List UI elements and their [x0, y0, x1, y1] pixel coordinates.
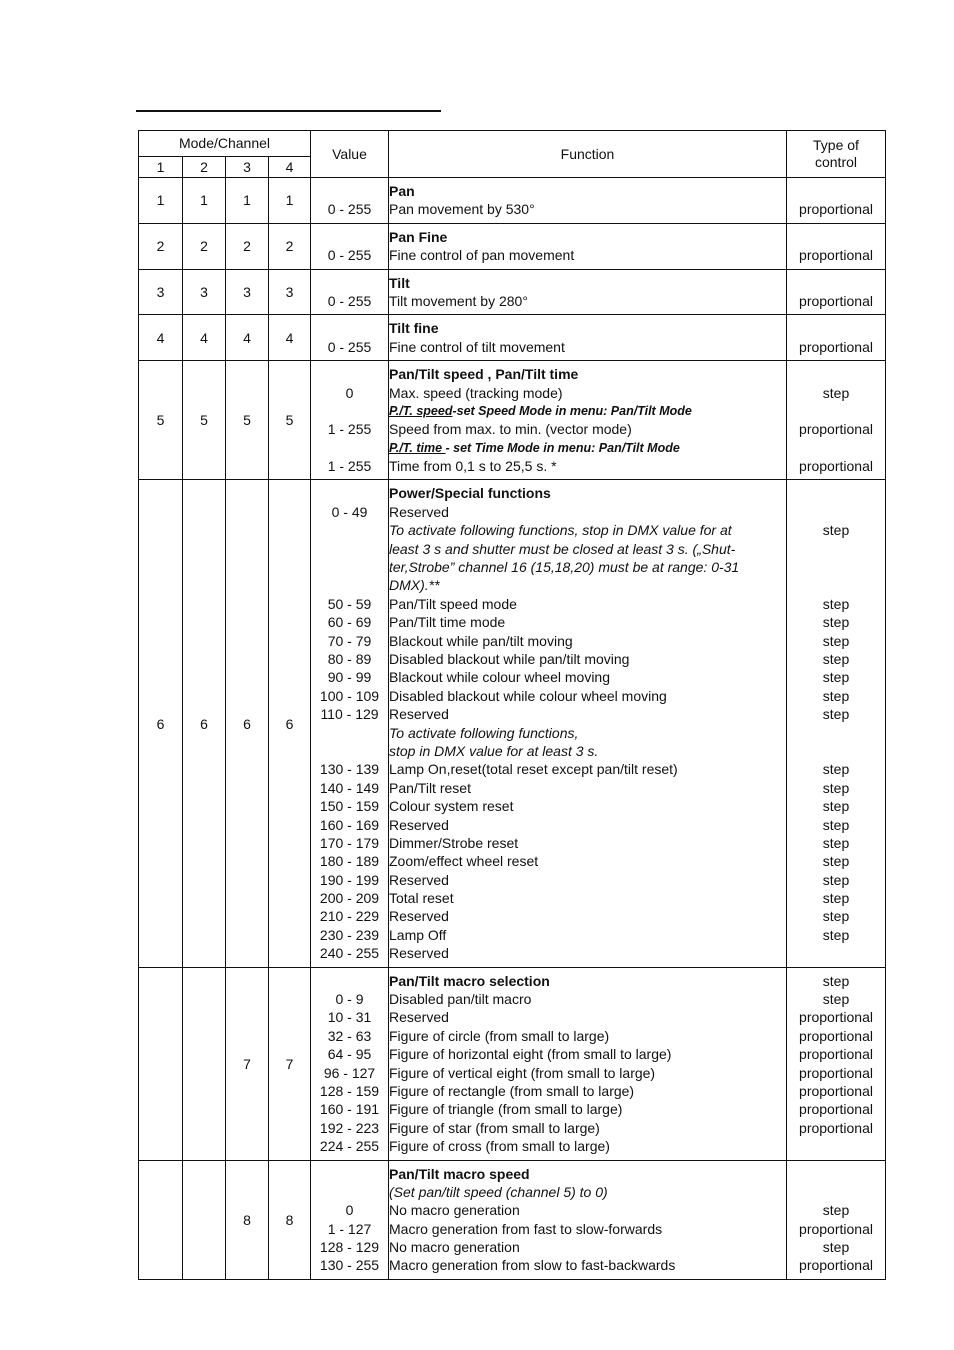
control-type: step — [822, 384, 850, 401]
function-text: Pan/Tilt reset — [389, 779, 471, 796]
value-range: 90 - 99 — [327, 669, 372, 686]
control-type: proportional — [799, 1082, 873, 1099]
type-header-line2: control — [814, 154, 858, 170]
type-cell — [787, 178, 886, 224]
mode-2-header: 2 — [183, 157, 226, 178]
value-range: 180 - 189 — [319, 853, 380, 870]
value-range — [311, 972, 388, 990]
function-text: Lamp On,reset(total reset except pan/tilt reset) — [389, 761, 678, 778]
value-cell — [311, 223, 389, 269]
function-text: Dimmer/Strobe reset — [389, 834, 519, 851]
control-type: proportional — [799, 1119, 873, 1136]
control-type: step — [822, 614, 850, 631]
value-range — [311, 742, 388, 760]
value-cell — [311, 1160, 389, 1279]
table-row — [139, 1160, 886, 1279]
value-range: 32 - 63 — [327, 1027, 372, 1044]
value-range: 130 - 255 — [319, 1257, 380, 1274]
type-header-line1: Type of — [813, 137, 859, 153]
value-range — [311, 319, 388, 337]
control-type — [787, 558, 885, 576]
channel-mode-1-cell — [139, 1160, 183, 1279]
value-range: 70 - 79 — [327, 632, 372, 649]
function-cell — [389, 223, 787, 269]
value-range — [311, 540, 388, 558]
function-text: Lamp Off — [389, 926, 447, 943]
mode-4-header: 4 — [269, 157, 311, 178]
control-type: step — [822, 706, 850, 723]
function-cell — [389, 967, 787, 1160]
value-range — [311, 274, 388, 292]
menu-mode-note: - set Time Mode in menu: Pan/Tilt Mode — [445, 440, 680, 455]
control-type — [787, 540, 885, 558]
function-cell — [389, 361, 787, 480]
function-cell — [389, 1160, 787, 1279]
control-type: step — [822, 853, 850, 870]
function-text: Tilt movement by 280° — [389, 292, 528, 309]
value-range: 100 - 109 — [319, 687, 380, 704]
value-range — [311, 228, 388, 246]
control-type: step — [822, 908, 850, 925]
control-type — [787, 439, 885, 457]
control-type: step — [822, 890, 850, 907]
control-type — [787, 742, 885, 760]
control-type — [787, 1137, 885, 1155]
control-type: proportional — [799, 201, 873, 218]
function-text: Figure of rectangle (from small to large) — [389, 1082, 635, 1099]
control-type: step — [822, 632, 850, 649]
dmx-channel-table-wrapper — [138, 130, 885, 1280]
function-text: To activate following functions, — [389, 724, 579, 741]
value-cell — [311, 361, 389, 480]
function-text: Pan/Tilt speed mode — [389, 595, 517, 612]
value-range — [311, 576, 388, 594]
value-header: Value — [311, 131, 389, 178]
type-cell — [787, 315, 886, 361]
channel-mode-1-cell: 3 — [139, 269, 183, 315]
function-text: ter,Strobe” channel 16 (15,18,20) must be at range: 0-31 — [389, 559, 740, 576]
function-text: Figure of cross (from small to large) — [389, 1138, 610, 1155]
function-text: Pan Fine — [389, 228, 448, 245]
function-text: Speed from max. to min. (vector mode) — [389, 421, 632, 438]
function-text: Figure of vertical eight (from small to large) — [389, 1064, 656, 1081]
control-type — [787, 724, 885, 742]
channel-mode-3-cell: 6 — [226, 480, 269, 967]
function-text: Reserved — [389, 908, 449, 925]
value-range — [311, 402, 388, 420]
channel-mode-4-cell: 7 — [269, 967, 311, 1160]
channel-mode-4-cell: 1 — [269, 178, 311, 224]
type-cell — [787, 361, 886, 480]
function-text: Fine control of tilt movement — [389, 338, 565, 355]
mode-channel-header: Mode/Channel — [139, 131, 311, 157]
control-type: proportional — [799, 1027, 873, 1044]
value-range: 210 - 229 — [319, 908, 380, 925]
function-text: Total reset — [389, 890, 454, 907]
value-range: 10 - 31 — [327, 1009, 372, 1026]
control-type: step — [822, 816, 850, 833]
value-range: 0 — [345, 384, 354, 401]
value-range: 128 - 159 — [319, 1082, 380, 1099]
value-range — [311, 521, 388, 539]
value-range — [311, 724, 388, 742]
value-range: 0 - 255 — [327, 338, 372, 355]
value-range — [311, 1183, 388, 1201]
function-cell — [389, 178, 787, 224]
value-range: 224 - 255 — [319, 1138, 380, 1155]
value-range: 0 — [345, 1202, 354, 1219]
type-cell — [787, 223, 886, 269]
channel-mode-2-cell: 2 — [183, 223, 226, 269]
value-range: 192 - 223 — [319, 1119, 380, 1136]
function-text: Tilt — [389, 274, 410, 291]
table-row — [139, 315, 886, 361]
channel-mode-1-cell: 2 — [139, 223, 183, 269]
channel-mode-3-cell: 4 — [226, 315, 269, 361]
value-range: 0 - 255 — [327, 247, 372, 264]
header-rule — [136, 110, 441, 112]
control-type: proportional — [799, 458, 873, 475]
control-type: step — [822, 595, 850, 612]
channel-mode-1-cell: 4 — [139, 315, 183, 361]
value-range — [311, 484, 388, 502]
table-row — [139, 967, 886, 1160]
control-type: step — [822, 687, 850, 704]
value-range: 0 - 255 — [327, 201, 372, 218]
value-range: 230 - 239 — [319, 926, 380, 943]
function-text: Reserved — [389, 503, 449, 520]
control-type — [787, 228, 885, 246]
function-text: Pan/Tilt speed , Pan/Tilt time — [389, 366, 579, 383]
function-text: Pan — [389, 183, 415, 199]
control-type: step — [822, 761, 850, 778]
channel-mode-1-cell: 5 — [139, 361, 183, 480]
channel-mode-3-cell: 1 — [226, 178, 269, 224]
value-range: 240 - 255 — [319, 945, 380, 962]
channel-mode-1-cell — [139, 967, 183, 1160]
function-text: stop in DMX value for at least 3 s. — [389, 742, 599, 759]
value-range: 200 - 209 — [319, 890, 380, 907]
value-range: 0 - 49 — [331, 503, 368, 520]
dmx-channel-table — [138, 130, 886, 1280]
function-text: Time from 0,1 s to 25,5 s. * — [389, 458, 557, 475]
channel-mode-3-cell: 2 — [226, 223, 269, 269]
function-text: Blackout while pan/tilt moving — [389, 632, 573, 649]
function-text: Figure of triangle (from small to large) — [389, 1101, 623, 1118]
channel-mode-4-cell: 4 — [269, 315, 311, 361]
function-text: Pan/Tilt macro selection — [389, 972, 550, 989]
function-text: (Set pan/tilt speed (channel 5) to 0) — [389, 1183, 608, 1200]
value-range: 96 - 127 — [323, 1064, 376, 1081]
channel-mode-1-cell: 6 — [139, 480, 183, 967]
value-range: 170 - 179 — [319, 834, 380, 851]
channel-mode-2-cell: 3 — [183, 269, 226, 315]
value-range: 110 - 129 — [320, 706, 379, 723]
control-type — [787, 1165, 885, 1183]
channel-mode-2-cell — [183, 967, 226, 1160]
value-range: 190 - 199 — [319, 871, 380, 888]
function-text: Figure of star (from small to large) — [389, 1119, 600, 1136]
control-type: step — [822, 871, 850, 888]
control-type — [787, 319, 885, 337]
control-type: step — [822, 991, 850, 1008]
table-row — [139, 361, 886, 480]
function-text: Disabled blackout while colour wheel moving — [389, 687, 667, 704]
function-text: Reserved — [389, 945, 449, 962]
channel-mode-2-cell: 4 — [183, 315, 226, 361]
value-range — [311, 439, 388, 457]
control-type — [787, 182, 885, 200]
value-range: 0 - 255 — [327, 292, 372, 309]
value-range: 0 - 9 — [335, 991, 364, 1008]
control-type: step — [822, 522, 850, 539]
value-range — [311, 182, 388, 200]
control-type — [787, 402, 885, 420]
function-text: Tilt fine — [389, 320, 439, 337]
control-type — [787, 503, 885, 521]
value-range: 80 - 89 — [327, 650, 372, 667]
function-text: Reserved — [389, 706, 449, 723]
table-row — [139, 480, 886, 967]
channel-mode-4-cell: 2 — [269, 223, 311, 269]
function-text: Zoom/effect wheel reset — [389, 853, 539, 870]
control-type: proportional — [799, 338, 873, 355]
type-of-control-header — [787, 131, 886, 178]
value-range: 60 - 69 — [327, 614, 372, 631]
control-type — [787, 576, 885, 594]
control-type: step — [822, 650, 850, 667]
value-range: 128 - 129 — [319, 1239, 380, 1256]
control-type — [787, 365, 885, 383]
control-type: proportional — [799, 292, 873, 309]
function-text: Disabled pan/tilt macro — [389, 991, 532, 1008]
function-text: DMX).** — [389, 577, 440, 594]
function-text: Macro generation from slow to fast-backwards — [389, 1257, 676, 1274]
function-text: Pan/Tilt macro speed — [389, 1165, 530, 1182]
value-cell — [311, 480, 389, 967]
function-text: Pan movement by 530° — [389, 201, 535, 218]
table-body — [139, 178, 886, 1280]
control-type: step — [822, 798, 850, 815]
value-range: 150 - 159 — [319, 798, 380, 815]
control-type: proportional — [799, 1009, 873, 1026]
control-type: step — [822, 1239, 850, 1256]
function-text: Max. speed (tracking mode) — [389, 384, 563, 401]
channel-mode-3-cell: 5 — [226, 361, 269, 480]
value-range: 140 - 149 — [319, 779, 380, 796]
table-row — [139, 223, 886, 269]
value-range: 50 - 59 — [327, 595, 372, 612]
table-row — [139, 178, 886, 224]
function-header: Function — [389, 131, 787, 178]
function-text: Disabled blackout while pan/tilt moving — [389, 650, 630, 667]
channel-mode-4-cell: 8 — [269, 1160, 311, 1279]
menu-mode-note: -set Speed Mode in menu: Pan/Tilt Mode — [452, 403, 692, 418]
control-type: proportional — [799, 421, 873, 438]
function-text: Blackout while colour wheel moving — [389, 669, 610, 686]
function-text: Fine control of pan movement — [389, 247, 575, 264]
value-range: 160 - 191 — [319, 1101, 380, 1118]
function-text: Figure of horizontal eight (from small to large) — [389, 1046, 672, 1063]
control-type: proportional — [799, 247, 873, 264]
value-range — [311, 365, 388, 383]
value-cell — [311, 269, 389, 315]
channel-mode-2-cell: 1 — [183, 178, 226, 224]
control-type: step — [822, 972, 850, 989]
channel-mode-3-cell: 8 — [226, 1160, 269, 1279]
function-text: Colour system reset — [389, 798, 514, 815]
channel-mode-2-cell — [183, 1160, 226, 1279]
function-text: Pan/Tilt time mode — [389, 614, 506, 631]
value-range — [311, 1165, 388, 1183]
menu-mode-label: P./T. time — [389, 440, 446, 455]
value-range: 1 - 255 — [327, 421, 372, 438]
function-text: No macro generation — [389, 1239, 520, 1256]
function-text: Reserved — [389, 816, 449, 833]
function-text — [389, 402, 786, 420]
channel-mode-4-cell: 6 — [269, 480, 311, 967]
function-text: No macro generation — [389, 1202, 520, 1219]
channel-mode-3-cell: 3 — [226, 269, 269, 315]
control-type: proportional — [799, 1064, 873, 1081]
value-cell — [311, 315, 389, 361]
control-type — [787, 274, 885, 292]
value-range — [311, 558, 388, 576]
function-text: Reserved — [389, 871, 449, 888]
value-range: 160 - 169 — [319, 816, 380, 833]
type-cell — [787, 1160, 886, 1279]
function-text: To activate following functions, stop in DMX value for at — [389, 522, 732, 539]
channel-mode-4-cell: 3 — [269, 269, 311, 315]
control-type: step — [822, 1202, 850, 1219]
type-cell — [787, 967, 886, 1160]
control-type: proportional — [799, 1220, 873, 1237]
channel-mode-1-cell: 1 — [139, 178, 183, 224]
control-type: proportional — [799, 1046, 873, 1063]
function-text: least 3 s and shutter must be closed at least 3 s. („Shut- — [389, 540, 736, 557]
type-cell — [787, 480, 886, 967]
control-type — [787, 944, 885, 962]
function-text — [389, 439, 786, 457]
value-range: 1 - 127 — [327, 1220, 372, 1237]
channel-mode-2-cell: 6 — [183, 480, 226, 967]
value-range: 1 - 255 — [327, 458, 372, 475]
control-type: step — [822, 926, 850, 943]
value-range: 130 - 139 — [319, 761, 380, 778]
function-text: Macro generation from fast to slow-forwards — [389, 1220, 663, 1237]
function-cell — [389, 315, 787, 361]
control-type: proportional — [799, 1257, 873, 1274]
function-text: Figure of circle (from small to large) — [389, 1027, 610, 1044]
control-type: step — [822, 669, 850, 686]
value-cell — [311, 178, 389, 224]
function-text: Power/Special functions — [389, 485, 551, 502]
function-cell — [389, 269, 787, 315]
channel-mode-2-cell: 5 — [183, 361, 226, 480]
control-type — [787, 484, 885, 502]
mode-1-header: 1 — [139, 157, 183, 178]
type-cell — [787, 269, 886, 315]
table-row — [139, 269, 886, 315]
channel-mode-4-cell: 5 — [269, 361, 311, 480]
control-type: step — [822, 834, 850, 851]
value-range: 64 - 95 — [327, 1046, 372, 1063]
control-type — [787, 1183, 885, 1201]
menu-mode-label: P./T. speed — [389, 403, 453, 418]
control-type: step — [822, 779, 850, 796]
channel-mode-3-cell: 7 — [226, 967, 269, 1160]
control-type: proportional — [799, 1101, 873, 1118]
value-cell — [311, 967, 389, 1160]
mode-3-header: 3 — [226, 157, 269, 178]
function-cell — [389, 480, 787, 967]
function-text: Reserved — [389, 1009, 449, 1026]
